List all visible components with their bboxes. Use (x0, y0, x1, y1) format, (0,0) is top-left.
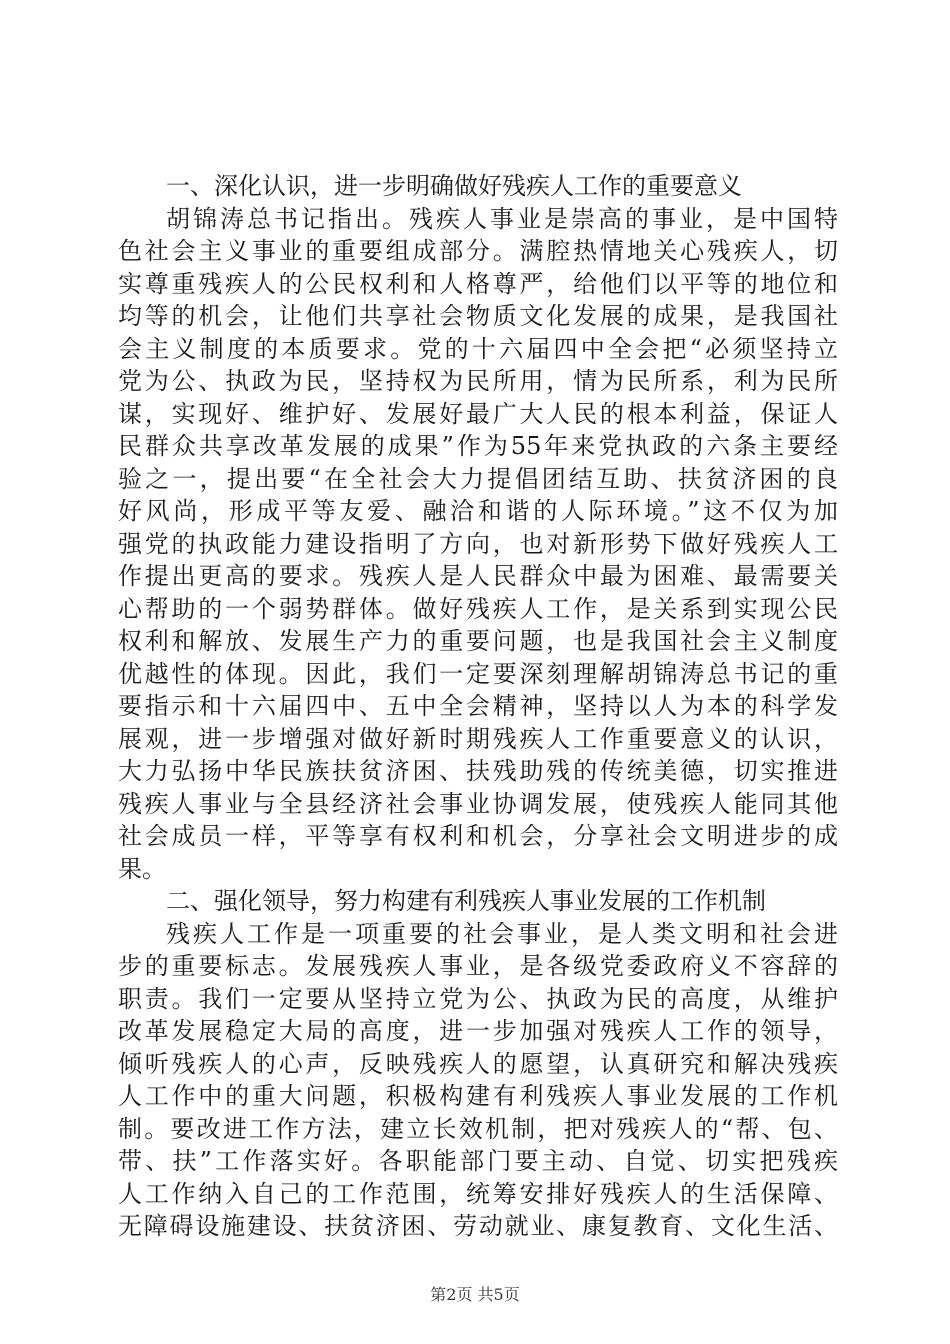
text-line: 无障碍设施建设、扶贫济困、劳动就业、康复教育、文化生活、 (118, 1212, 838, 1240)
text-line: 均等的机会，让他们共享社会物质文化发展的成果，是我国社 (118, 302, 838, 330)
document-body (118, 170, 838, 1243)
text-line: 职责。我们一定要从坚持立党为公、执政为民的高度，从维护 (118, 984, 838, 1013)
text-line: 二、强化领导，努力构建有利残疾人事业发展的工作机制 (166, 887, 766, 915)
text-line: 带、扶”工作落实好。各职能部门要主动、自觉、切实把残疾 (118, 1147, 838, 1175)
text-line: 党为公、执政为民，坚持权为民所用，情为民所系，利为民所 (118, 367, 838, 395)
text-line: 人工作中的重大问题，积极构建有利残疾人事业发展的工作机 (118, 1082, 838, 1110)
text-line: 权利和解放、发展生产力的重要问题，也是我国社会主义制度 (118, 627, 838, 655)
text-line: 残疾人工作是一项重要的社会事业，是人类文明和社会进 (166, 919, 838, 948)
text-line: 人工作纳入自己的工作范围，统筹安排好残疾人的生活保障、 (118, 1179, 838, 1208)
text-line: 展观，进一步增强对做好新时期残疾人工作重要意义的认识， (118, 724, 838, 753)
text-line: 色社会主义事业的重要组成部分。满腔热情地关心残疾人，切 (118, 237, 838, 265)
text-line: 倾听残疾人的心声，反映残疾人的愿望，认真研究和解决残疾 (118, 1049, 838, 1078)
text-line: 会主义制度的本质要求。党的十六届四中全会把“必须坚持立 (118, 334, 838, 363)
text-line: 心帮助的一个弱势群体。做好残疾人工作，是关系到实现公民 (118, 594, 838, 623)
text-line: 制。要改进工作方法，建立长效机制，把对残疾人的“帮、包、 (118, 1114, 838, 1143)
text-line: 改革发展稳定大局的高度，进一步加强对残疾人工作的领导， (118, 1017, 838, 1045)
page-footer: 第2页 共5页 (430, 1285, 520, 1304)
text-line: 优越性的体现。因此，我们一定要深刻理解胡锦涛总书记的重 (118, 659, 838, 688)
text-line: 果。 (118, 854, 166, 883)
text-line: 验之一，提出要“在全社会大力提倡团结互助、扶贫济困的良 (118, 464, 838, 493)
text-line: 一、深化认识，进一步明确做好残疾人工作的重要意义 (166, 172, 742, 200)
text-line: 大力弘扬中华民族扶贫济困、扶残助残的传统美德，切实推进 (118, 757, 838, 785)
text-line: 实尊重残疾人的公民权利和人格尊严，给他们以平等的地位和 (118, 269, 838, 298)
text-line: 社会成员一样，平等享有权利和机会，分享社会文明进步的成 (118, 822, 838, 850)
text-line: 好风尚，形成平等友爱、融洽和谐的人际环境。”这不仅为加 (118, 497, 838, 525)
text-line: 强党的执政能力建设指明了方向，也对新形势下做好残疾人工 (118, 529, 838, 558)
text-line: 作提出更高的要求。残疾人是人民群众中最为困难、最需要关 (118, 562, 838, 590)
text-line: 胡锦涛总书记指出。残疾人事业是崇高的事业，是中国特 (166, 204, 838, 233)
text-line: 步的重要标志。发展残疾人事业，是各级党委政府义不容辞的 (118, 952, 838, 980)
text-line: 民群众共享改革发展的成果”作为55年来党执政的六条主要经 (118, 432, 838, 460)
text-line: 谋，实现好、维护好、发展好最广大人民的根本利益，保证人 (118, 399, 838, 428)
text-line: 要指示和十六届四中、五中全会精神，坚持以人为本的科学发 (118, 692, 838, 720)
text-line: 残疾人事业与全县经济社会事业协调发展，使残疾人能同其他 (118, 789, 838, 818)
